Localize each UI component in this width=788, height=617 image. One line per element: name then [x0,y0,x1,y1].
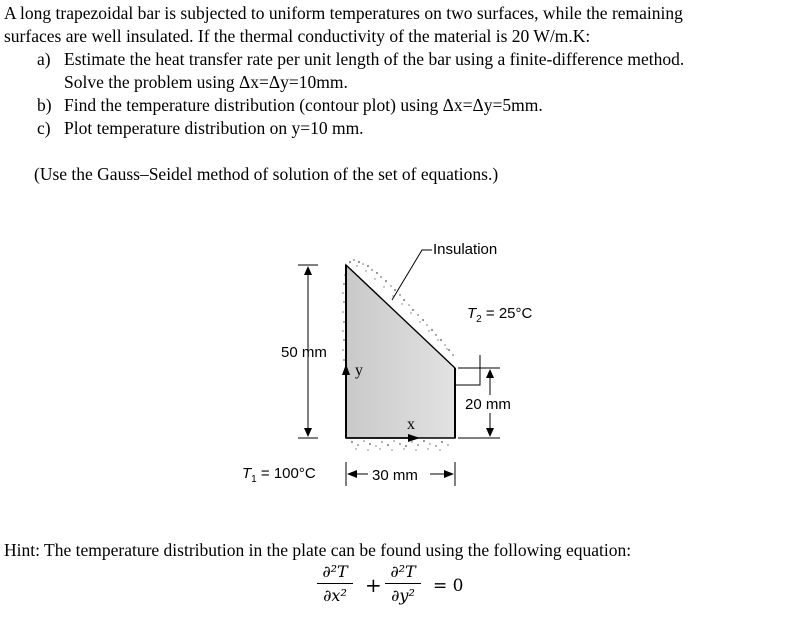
t2-leader [455,355,480,385]
hint-text: Hint: The temperature distribution in the plate can be found using the following equation: [4,540,632,560]
fraction-1-numerator: ∂²T [322,562,348,581]
fraction-1-bar [317,583,353,584]
right-height-label: 20 mm [465,396,511,413]
trapezoid-bar [346,265,455,438]
part-b-line-1: Find the temperature distribution (contour plot) using Δx=Δy=5mm. [64,95,543,115]
part-c-letter: c) [37,118,51,138]
plus-sign: + [365,573,382,597]
t2-subscript: 2 [476,314,482,325]
t1-subscript: 1 [251,474,257,485]
t2-label [467,305,532,329]
insulation-hatching-bottom [351,440,449,451]
part-c-line-1: Plot temperature distribution on y=10 mm. [64,118,364,138]
y-axis-label: y [355,362,363,379]
equals-zero: = 0 [433,576,464,596]
laplace-equation [315,562,485,616]
part-a-letter: a) [37,49,51,69]
part-a-line-1: Estimate the heat transfer rate per unit length of the bar using a finite-difference method. [64,49,685,69]
fraction-2-denominator: ∂y² [391,586,415,605]
fraction-1 [315,562,355,607]
part-b-letter: b) [37,95,52,115]
t1-label [242,465,316,489]
intro-line-2: surfaces are well insulated. If the thermal conductivity of the material is 20 W/m.K: [4,26,591,46]
method-note: (Use the Gauss–Seidel method of solution of the set of equations.) [34,164,499,184]
intro-line-1: A long trapezoidal bar is subjected to uniform temperatures on two surfaces, while the remaining [4,3,683,23]
height-label: 50 mm [281,344,327,361]
insulation-label: Insulation [433,241,498,258]
t1-symbol: T [242,465,252,482]
fraction-2-bar [385,583,421,584]
fraction-2 [383,562,423,607]
fraction-2-numerator: ∂²T [390,562,416,581]
part-a-line-2: Solve the problem using Δx=Δy=10mm. [64,72,348,92]
fraction-1-denominator: ∂x² [323,586,347,605]
t2-symbol: T [467,305,477,322]
t1-value: = 100°C [256,465,316,482]
t2-value: = 25°C [481,305,533,322]
width-label: 30 mm [372,467,418,484]
x-axis-label: x [407,416,415,433]
insulation-leader [392,250,432,300]
